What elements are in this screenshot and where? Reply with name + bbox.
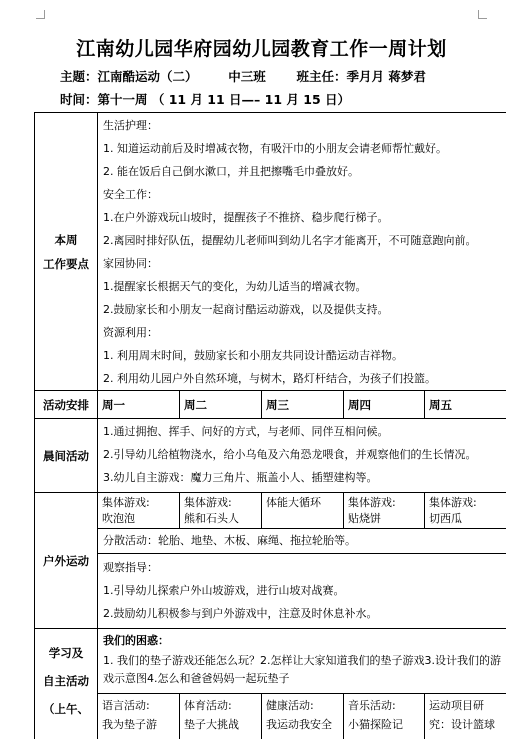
outdoor-guide xyxy=(98,554,507,629)
morning-item: 2.引导幼儿给植物浇水，给小乌龟及六角恐龙喂食，并观察他们的生长情况。 xyxy=(103,448,477,461)
meta-line-time xyxy=(60,90,350,108)
outdoor-split xyxy=(98,529,507,554)
topic-text: 1. 我们的垫子游戏还能怎么玩？2.怎样让大家知道我们的垫子游戏3.设计我们的游戏示意图4.怎么和爸爸妈妈一起玩垫子 xyxy=(103,654,501,685)
morning-content xyxy=(98,419,507,493)
section-item: 1.提醒家长根据天气的变化，为幼儿适当的增减衣物。 xyxy=(103,280,367,293)
time-label: 时间：第十一周 （ 11 月 11 日—– 11 月 15 日） xyxy=(60,92,350,107)
activity-line: 音乐活动: xyxy=(348,699,396,712)
activity-line: 我运动我安全 xyxy=(266,718,332,731)
weekly-plan-table xyxy=(34,112,506,739)
day-friday: 周五 xyxy=(425,391,507,419)
topic-title: 我们的困惑： xyxy=(103,634,169,647)
study-activity-fri xyxy=(425,694,507,739)
guide-item: 2.鼓励幼儿积极参与到户外游戏中，注意及时休息补水。 xyxy=(103,607,378,620)
game-line: 熊和石头人 xyxy=(184,512,239,525)
section-title-care: 生活护理： xyxy=(103,119,158,132)
game-line: 集体游戏: xyxy=(102,496,150,509)
key-points-label xyxy=(35,113,98,391)
day-thursday: 周四 xyxy=(344,391,425,419)
section-item: 1.在户外游戏玩山坡时，提醒孩子不推挤、稳步爬行梯子。 xyxy=(103,211,389,224)
schedule-label: 活动安排 xyxy=(35,391,98,419)
class-label: 中三班 xyxy=(228,69,266,84)
activity-line: 健康活动: xyxy=(266,699,314,712)
outdoor-game-fri xyxy=(425,493,507,529)
activity-line: 小猫探险记 xyxy=(348,718,403,731)
study-activity-tue xyxy=(180,694,262,739)
game-line: 集体游戏: xyxy=(184,496,232,509)
meta-line-theme xyxy=(60,67,426,85)
morning-item: 1.通过拥抱、挥手、问好的方式，与老师、同伴互相问候。 xyxy=(103,425,389,438)
outdoor-game-thu xyxy=(344,493,425,529)
study-activity-thu xyxy=(344,694,425,739)
activity-line: 运动项目研 xyxy=(429,699,484,712)
activity-line: 我为垫子游 xyxy=(102,718,157,731)
activity-line: 语言活动: xyxy=(102,699,150,712)
activity-line: 垫子大挑战 xyxy=(184,718,239,731)
teacher-label: 班主任：季月月 蒋梦君 xyxy=(296,69,426,84)
outdoor-game-mon xyxy=(98,493,180,529)
game-line: 吹泡泡 xyxy=(102,512,135,525)
study-label-line: 学习及 xyxy=(48,646,84,660)
split-text: 分散活动：轮胎、地垫、木板、麻绳、拖拉轮胎等。 xyxy=(103,534,356,547)
guide-item: 1.引导幼儿探索户外山坡游戏，进行山坡对战赛。 xyxy=(103,584,345,597)
game-line: 贴烧饼 xyxy=(348,512,381,525)
section-title-resources: 资源利用： xyxy=(103,326,158,339)
section-item: 2.离园时排好队伍，提醒幼儿老师叫到幼儿名字才能离开，不可随意跑向前。 xyxy=(103,234,477,247)
key-points-label-line: 本周 xyxy=(54,232,78,247)
study-topic xyxy=(98,629,507,694)
morning-item: 3.幼儿自主游戏：魔力三角片、瓶盖小人、插塑建构等。 xyxy=(103,471,378,484)
outdoor-label: 户外运动 xyxy=(35,493,98,629)
crop-mark-left xyxy=(36,10,45,19)
outdoor-game-wed xyxy=(262,493,344,529)
day-wednesday: 周三 xyxy=(262,391,344,419)
activity-line: 体育活动: xyxy=(184,699,232,712)
outdoor-game-tue xyxy=(180,493,262,529)
activity-line: 究：设计篮球 xyxy=(429,718,495,731)
morning-label: 晨间活动 xyxy=(35,419,98,493)
section-title-safety: 安全工作： xyxy=(103,188,158,201)
key-points-content xyxy=(98,113,507,391)
day-tuesday: 周二 xyxy=(180,391,262,419)
game-line: 集体游戏: xyxy=(429,496,477,509)
game-line: 集体游戏: xyxy=(348,496,396,509)
section-item: 1. 知道运动前后及时增减衣物，有吸汗巾的小朋友会请老师帮忙戴好。 xyxy=(103,142,447,155)
game-line: 切西瓜 xyxy=(429,512,462,525)
guide-title: 观察指导： xyxy=(103,561,158,574)
study-label xyxy=(35,629,98,739)
theme-label: 主题：江南酷运动（二） xyxy=(60,69,198,84)
section-item: 2. 利用幼儿园户外自然环境，与树木，路灯杆结合，为孩子们投篮。 xyxy=(103,372,436,385)
game-line: 体能大循环 xyxy=(266,496,321,509)
day-monday: 周一 xyxy=(98,391,180,419)
key-points-label-line: 工作要点 xyxy=(43,256,89,271)
study-activity-wed xyxy=(262,694,344,739)
study-label-line: 自主活动 xyxy=(43,674,89,688)
crop-mark-right xyxy=(478,10,487,19)
section-item: 1. 利用周末时间，鼓励家长和小朋友共同设计酷运动吉祥物。 xyxy=(103,349,403,362)
section-item: 2. 能在饭后自己倒水漱口，并且把擦嘴毛巾叠放好。 xyxy=(103,165,359,178)
section-item: 2.鼓励家长和小朋友一起商讨酷运动游戏，以及提供支持。 xyxy=(103,303,389,316)
section-title-home: 家园协同： xyxy=(103,257,158,270)
study-activity-mon xyxy=(98,694,180,739)
document-title: 江南幼儿园华府园幼儿园教育工作一周计划 xyxy=(76,38,447,60)
study-label-line: （上午、 xyxy=(43,702,89,716)
